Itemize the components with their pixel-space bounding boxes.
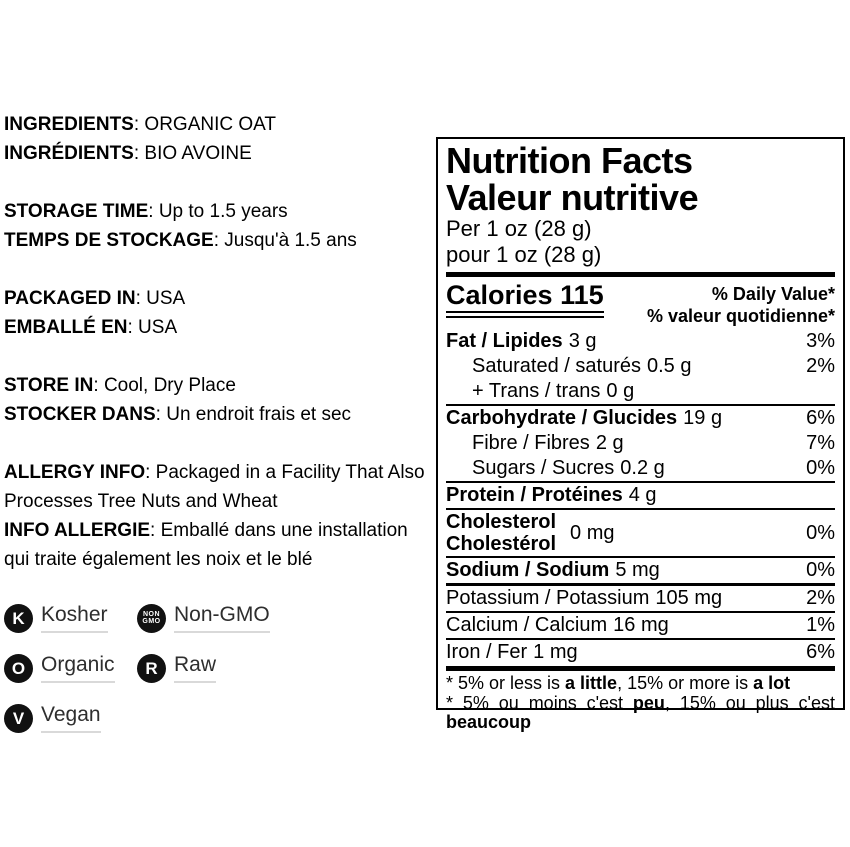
info-group <box>4 197 438 255</box>
info-value: : USA <box>135 288 186 309</box>
info-pair <box>4 226 438 255</box>
info-value: : Jusqu'à 1.5 ans <box>213 230 357 251</box>
info-label: TEMPS DE STOCKAGE <box>4 230 214 251</box>
nutrient-row <box>446 611 835 638</box>
product-info-panel <box>4 110 438 733</box>
nutrient-amount: 2 g <box>595 432 624 454</box>
badge-raw <box>137 653 304 683</box>
nutrient-row <box>446 556 835 583</box>
footnote-segment: a lot <box>753 673 791 693</box>
nutrient-name: Fat / Lipides <box>446 330 563 352</box>
nutrient-row <box>446 583 835 611</box>
info-label: EMBALLÉ EN <box>4 317 128 338</box>
info-pair <box>4 110 438 139</box>
badge-label: Non-GMO <box>174 603 270 633</box>
vegan-icon <box>4 704 33 733</box>
nutrient-name: Iron / Fer <box>446 641 528 663</box>
badge-icon-text: K <box>12 608 25 628</box>
nutrient-amount: 1 mg <box>533 641 578 663</box>
nutrient-amount: 0 g <box>606 380 635 402</box>
nutrition-title-en: Nutrition Facts <box>446 140 693 181</box>
info-pair <box>4 197 438 226</box>
info-group <box>4 110 438 168</box>
product-info-groups <box>4 110 438 574</box>
nutrient-amount: 105 mg <box>655 587 723 609</box>
daily-value-percent: 0% <box>806 457 835 479</box>
daily-value-percent: 2% <box>806 355 835 377</box>
nutrient-rows <box>446 329 835 665</box>
info-pair <box>4 139 438 168</box>
nutrient-amount: 5 mg <box>615 559 660 581</box>
badge-label: Kosher <box>41 603 108 633</box>
info-value: : Un endroit frais et sec <box>155 404 352 425</box>
info-value: : USA <box>127 317 178 338</box>
nutrient-amount: 0.2 g <box>620 457 665 479</box>
info-label: INGRÉDIENTS <box>4 143 134 164</box>
nutrient-name-line: Cholestérol <box>446 533 557 555</box>
nutrient-row <box>446 379 835 404</box>
info-group <box>4 371 438 429</box>
footnote-segment: * 5% ou moins c'est <box>446 692 633 713</box>
footnote-segment: beaucoup <box>446 712 532 732</box>
daily-value-percent: 0% <box>806 521 835 544</box>
info-value: : ORGANIC OAT <box>133 114 277 135</box>
daily-value-percent: 0% <box>806 559 835 581</box>
info-group <box>4 458 438 574</box>
badge-label: Organic <box>41 653 115 683</box>
nutrient-row <box>446 404 835 431</box>
daily-value-percent: 2% <box>806 587 835 609</box>
nutrient-row <box>446 638 835 665</box>
badge-non-gmo <box>137 603 304 633</box>
daily-value-percent: 7% <box>806 432 835 454</box>
info-value: : Packaged in a Facility That Also Processes Tree Nuts and Wheat <box>4 462 425 512</box>
footnote-segment: a little <box>565 673 618 693</box>
badge-icon-text: R <box>145 658 158 678</box>
divider-thick-top <box>446 272 835 277</box>
certification-badges <box>4 603 304 733</box>
nutrient-amount: 0 mg <box>570 521 615 544</box>
info-label: INGREDIENTS <box>4 114 134 135</box>
daily-value-header-en: % Daily Value* <box>711 284 835 304</box>
footnote-segment: peu <box>632 692 665 713</box>
daily-value-header <box>647 280 835 327</box>
nutrient-amount: 0.5 g <box>646 355 692 377</box>
nutrient-name: Potassium / Potassium <box>446 587 650 609</box>
footnote-segment: , 15% ou plus c'est <box>664 692 835 713</box>
footnote-segment: , 15% or more is <box>617 673 754 693</box>
badge-vegan <box>4 703 137 733</box>
nutrition-title-fr: Valeur nutritive <box>446 177 699 218</box>
info-label: STORE IN <box>4 375 94 396</box>
info-group <box>4 284 438 342</box>
info-pair <box>4 516 438 574</box>
calories-value <box>446 280 604 318</box>
serving-size-en: Per 1 oz (28 g) <box>446 216 592 241</box>
info-label: STOCKER DANS <box>4 404 156 425</box>
info-label: INFO ALLERGIE <box>4 520 151 541</box>
nutrient-name: Fibre / Fibres <box>472 432 590 454</box>
info-label: STORAGE TIME <box>4 201 149 222</box>
badge-icon-text: O <box>11 658 26 678</box>
nutrient-row <box>446 456 835 481</box>
nutrient-name: Sugars / Sucres <box>472 457 615 479</box>
info-value: : Cool, Dry Place <box>93 375 236 396</box>
nutrient-name: + Trans / trans <box>472 380 601 402</box>
nutrient-row <box>446 329 835 354</box>
badge-label: Vegan <box>41 703 101 733</box>
badge-kosher <box>4 603 137 633</box>
organic-icon <box>4 654 33 683</box>
nutrition-facts-panel <box>436 137 845 732</box>
daily-value-percent: 6% <box>806 641 835 663</box>
nutrient-row <box>446 508 835 556</box>
footnote-fr <box>446 694 835 733</box>
nutrient-name <box>446 511 556 555</box>
info-pair <box>4 400 438 429</box>
info-pair <box>4 458 438 516</box>
info-label: ALLERGY INFO <box>4 462 146 483</box>
nutrient-row <box>446 481 835 508</box>
nutrient-name: Carbohydrate / Glucides <box>446 407 678 429</box>
nutrient-name: Protein / Protéines <box>446 484 623 506</box>
serving-size-fr: pour 1 oz (28 g) <box>446 242 602 267</box>
footnote <box>446 671 835 733</box>
daily-value-header-fr: % valeur quotidienne* <box>646 306 835 326</box>
info-label: PACKAGED IN <box>4 288 136 309</box>
calories-label: Calories <box>446 280 553 310</box>
nutrient-amount: 3 g <box>568 330 597 352</box>
badge-organic <box>4 653 137 683</box>
nutrient-amount: 16 mg <box>613 614 669 636</box>
badge-icon-text: GMO <box>142 618 161 625</box>
daily-value-percent: 3% <box>806 330 835 352</box>
non-gmo-icon <box>137 604 166 633</box>
nutrient-name-line: Cholesterol <box>446 511 557 533</box>
info-pair <box>4 313 438 342</box>
daily-value-percent: 6% <box>806 407 835 429</box>
info-pair <box>4 284 438 313</box>
info-value: : Emballé dans une installation qui traite également les noix et le blé <box>4 520 408 570</box>
badge-icon-text: V <box>12 708 25 728</box>
footnote-segment: * 5% or less is <box>446 673 566 693</box>
nutrient-row <box>446 431 835 456</box>
nutrient-amount: 19 g <box>683 407 723 429</box>
badge-label: Raw <box>174 653 216 683</box>
calories-block <box>446 280 835 327</box>
nutrient-name: Saturated / saturés <box>472 355 641 377</box>
daily-value-percent: 1% <box>806 614 835 636</box>
footnote-en <box>446 674 835 694</box>
nutrient-name: Calcium / Calcium <box>446 614 608 636</box>
raw-icon <box>137 654 166 683</box>
calories-number: 115 <box>560 280 604 310</box>
info-value: : BIO AVOINE <box>133 143 252 164</box>
info-value: : Up to 1.5 years <box>148 201 288 222</box>
nutrient-row <box>446 354 835 379</box>
badge-icon-text: NON <box>142 611 161 618</box>
kosher-icon <box>4 604 33 633</box>
info-pair <box>4 371 438 400</box>
nutrient-amount: 4 g <box>628 484 657 506</box>
nutrient-name: Sodium / Sodium <box>446 559 610 581</box>
